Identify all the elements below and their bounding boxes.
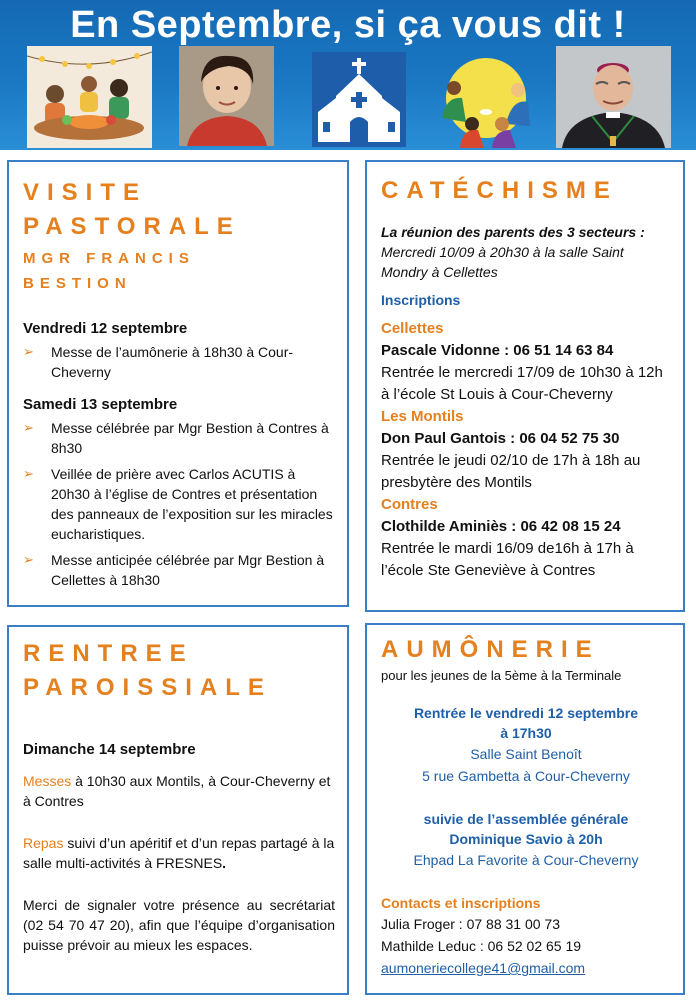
aumonerie-contact2: Mathilde Leduc : 06 52 02 65 19	[381, 938, 582, 954]
arrow-bullet-icon: ➢	[23, 552, 34, 567]
aumonerie-place3: Ehpad La Favorite à Cour-Cheverny	[413, 852, 639, 868]
contres-contact: Clothilde Aminiès : 06 42 08 15 24	[381, 518, 621, 535]
visite-subtitle-line1: MGR FRANCIS	[23, 250, 195, 267]
visite-day2: Samedi 13 septembre	[23, 396, 178, 413]
rentree-title-line2: PAROISSIALE	[23, 674, 272, 701]
aumonerie-assemblee-line2: Dominique Savio à 20h	[449, 831, 603, 847]
repas-label: Repas	[23, 835, 64, 851]
rentree-day: Dimanche 14 septembre	[23, 741, 196, 758]
repas-text: suivi d’un apéritif et d’un repas partagé à la salle multi-activités à FRESNES	[23, 835, 335, 871]
cellettes-place: Cellettes	[381, 320, 444, 337]
catechisme-inscriptions: Inscriptions	[381, 292, 461, 308]
list-item: ➢ Messe de l’aumônerie à 18h30 à Cour-Cheverny	[23, 344, 294, 380]
bishop-photo	[556, 46, 671, 148]
aumonerie-box	[365, 623, 685, 995]
catechisme-box	[365, 160, 685, 612]
aumonerie-assemblee-block	[381, 809, 671, 871]
aumonerie-place2: 5 rue Gambetta à Cour-Cheverny	[422, 768, 630, 784]
children-prayer-illustration	[432, 58, 536, 148]
catechisme-meeting-title: La réunion des parents des 3 secteurs :	[381, 224, 645, 240]
repas-end: .	[222, 855, 227, 871]
arrow-bullet-icon: ➢	[23, 344, 34, 359]
list-item: ➢ Veillée de prière avec Carlos ACUTIS à 20h30 à l’église de Contres et présentation des panneaux de l’exposition sur les miracles eucharistiques.	[23, 466, 333, 542]
aumonerie-title: AUMÔNERIE	[381, 636, 600, 663]
messes-label: Messes	[23, 773, 72, 789]
visite-day1-list	[23, 342, 335, 382]
aumonerie-contact1: Julia Froger : 07 88 31 00 73	[381, 916, 561, 932]
contres-place: Contres	[381, 496, 438, 513]
aumonerie-rentree-line2: à 17h30	[500, 725, 552, 741]
visite-subtitle-line2: BESTION	[23, 275, 132, 292]
cellettes-contact: Pascale Vidonne : 06 51 14 63 84	[381, 342, 614, 359]
aumonerie-assemblee-line1: suivie de l’assemblée générale	[423, 811, 629, 827]
aumonerie-rentree-block	[381, 703, 671, 787]
rentree-title-line1: RENTREE	[23, 640, 194, 667]
aumonerie-place1: Salle Saint Benoît	[470, 746, 582, 762]
contres-text: Rentrée le mardi 16/09 de16h à 17h à l’école Ste Geneviève à Contres	[381, 540, 634, 579]
rentree-repas	[23, 833, 335, 873]
visite-day2-list	[23, 418, 335, 590]
visite-title-line1: VISITE	[23, 179, 148, 206]
visite-title-line2: PASTORALE	[23, 213, 241, 240]
montils-contact: Don Paul Gantois : 06 04 52 75 30	[381, 430, 620, 447]
aumonerie-contacts-title: Contacts et inscriptions	[381, 895, 541, 911]
aumonerie-rentree-line1: Rentrée le vendredi 12 septembre	[413, 705, 639, 721]
rentree-paroissiale-box	[7, 625, 349, 995]
catechisme-title: CATÉCHISME	[381, 177, 618, 204]
montils-text: Rentrée le jeudi 02/10 de 17h à 18h au presbytère des Montils	[381, 452, 641, 491]
church-icon	[312, 52, 406, 147]
messes-text: à 10h30 aux Montils, à Cour-Cheverny et à Contres	[23, 773, 331, 809]
rentree-messes	[23, 771, 335, 811]
header-banner	[0, 0, 696, 150]
catechisme-meeting-text: Mercredi 10/09 à 20h30 à la salle Saint Mondry à Cellettes	[381, 244, 624, 280]
visite-day1: Vendredi 12 septembre	[23, 320, 188, 337]
list-item: ➢ Messe célébrée par Mgr Bestion à Contres à 8h30	[23, 420, 329, 456]
visite-pastorale-box	[7, 160, 349, 607]
page-title: En Septembre, si ça vous dit !	[70, 4, 626, 46]
carlo-acutis-photo	[179, 46, 274, 146]
aumonerie-email-link[interactable]: aumoneriecollege41@gmail.com	[381, 960, 586, 976]
rentree-note: Merci de signaler votre présence au secrétariat (02 54 70 47 20), afin que l’équipe d’organisation puisse prévoir au mieux les espaces.	[23, 897, 335, 953]
arrow-bullet-icon: ➢	[23, 466, 34, 481]
cellettes-text: Rentrée le mercredi 17/09 de 10h30 à 12h à l’école St Louis à Cour-Cheverny	[381, 364, 663, 403]
list-item: ➢ Messe anticipée célébrée par Mgr Bestion à Cellettes à 18h30	[23, 552, 325, 588]
arrow-bullet-icon: ➢	[23, 420, 34, 435]
aumonerie-subtitle: pour les jeunes de la 5ème à la Terminale	[381, 668, 622, 683]
family-meal-illustration	[27, 46, 152, 148]
montils-place: Les Montils	[381, 408, 464, 425]
